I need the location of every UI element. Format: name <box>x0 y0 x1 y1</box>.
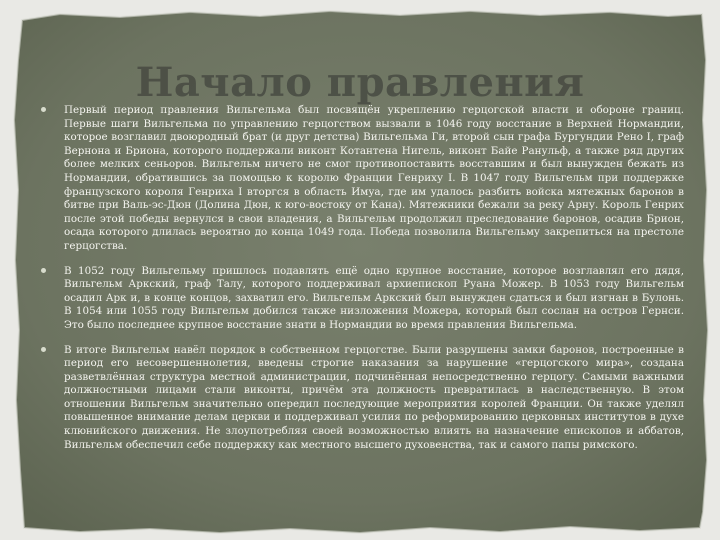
bullet-item <box>38 344 684 453</box>
bullet-item <box>38 104 684 254</box>
bullet-text: В 1052 году Вильгельму пришлось подавлять ещё одно крупное восстание, которое возглавлял его дядя, Вильгельм Аркский, граф Талу, которого поддерживал архиепископ Руана Можер. В 1053 году Вильгельм осадил Арк и, в конце концов, захватил его. Вильгельм Аркский был вынужден сдаться и был изгнан в Булонь. В 1054 или 1055 году Вильгельм добился также низложения Можера, который был сослан на остров Гернси. Это было последнее крупное восстание знати в Нормандии во время правления Вильгельма. <box>64 264 684 331</box>
slide-title: Начало правления <box>135 59 585 106</box>
bullet-text: Первый период правления Вильгельма был посвящён укреплению герцогской власти и обороне границ. Первые шаги Вильгельма по управлению герцогством вызвали в 1046 году восстание в Верхней Нормандии, которое возглавил двоюродный брат (и друг детства) Вильгельма Ги, второй сын графа Бургундии Рено I, граф Вернона и Бриона, которого поддержали виконт Котантена Нигель, виконт Байе Ранульф, а также ряд других более мелких сеньоров. Вильгельм ничего не смог противопоставить восставшим и был вынужден бежать из Нормандии, обратившись за помощью к королю Франции Генриху I. В 1047 году Вильгельм при поддержке французского короля Генриха I вторгся в область Имуа, где им удалось разбить войска мятежных баронов в битве при Валь-эс-Дюн (Долина Дюн, к юго-востоку от Кана). Мятежники бежали за реку Арну. Король Генрих после этой победы вернулся в свои владения, а Вильгельм продолжил преследование баронов, осадив Брион, осада которого длилась вероятно до конца 1049 года. Победа позволила Вильгельму закрепиться на престоле герцогства. <box>64 104 684 252</box>
bullet-dot-icon <box>41 268 46 273</box>
bullet-dot-icon <box>41 347 46 352</box>
bullet-dot-icon <box>41 107 46 112</box>
bullet-list <box>38 104 684 463</box>
bullet-item <box>38 265 684 333</box>
bullet-text: В итоге Вильгельм навёл порядок в собственном герцогстве. Были разрушены замки баронов, построенные в период его несовершеннолетия, введены строгие наказания за нарушение «герцогского мира», создана разветвлённая структура местной администрации, подчинённая непосредственно герцогу. Самыми важными должностными лицами стали виконты, причём эта должность превратилась в наследственную. В этом отношении Вильгельм значительно опередил последующие мероприятия королей Франции. Он также уделял повышенное внимание делам церкви и поддерживал усилия по реформированию церковных институтов в духе клюнийского движения. Не злоупотребляя своей возможностью влиять на назначение епископов и аббатов, Вильгельм обеспечил себе поддержку как местного высшего духовенства, так и самого папы римского. <box>64 343 684 451</box>
